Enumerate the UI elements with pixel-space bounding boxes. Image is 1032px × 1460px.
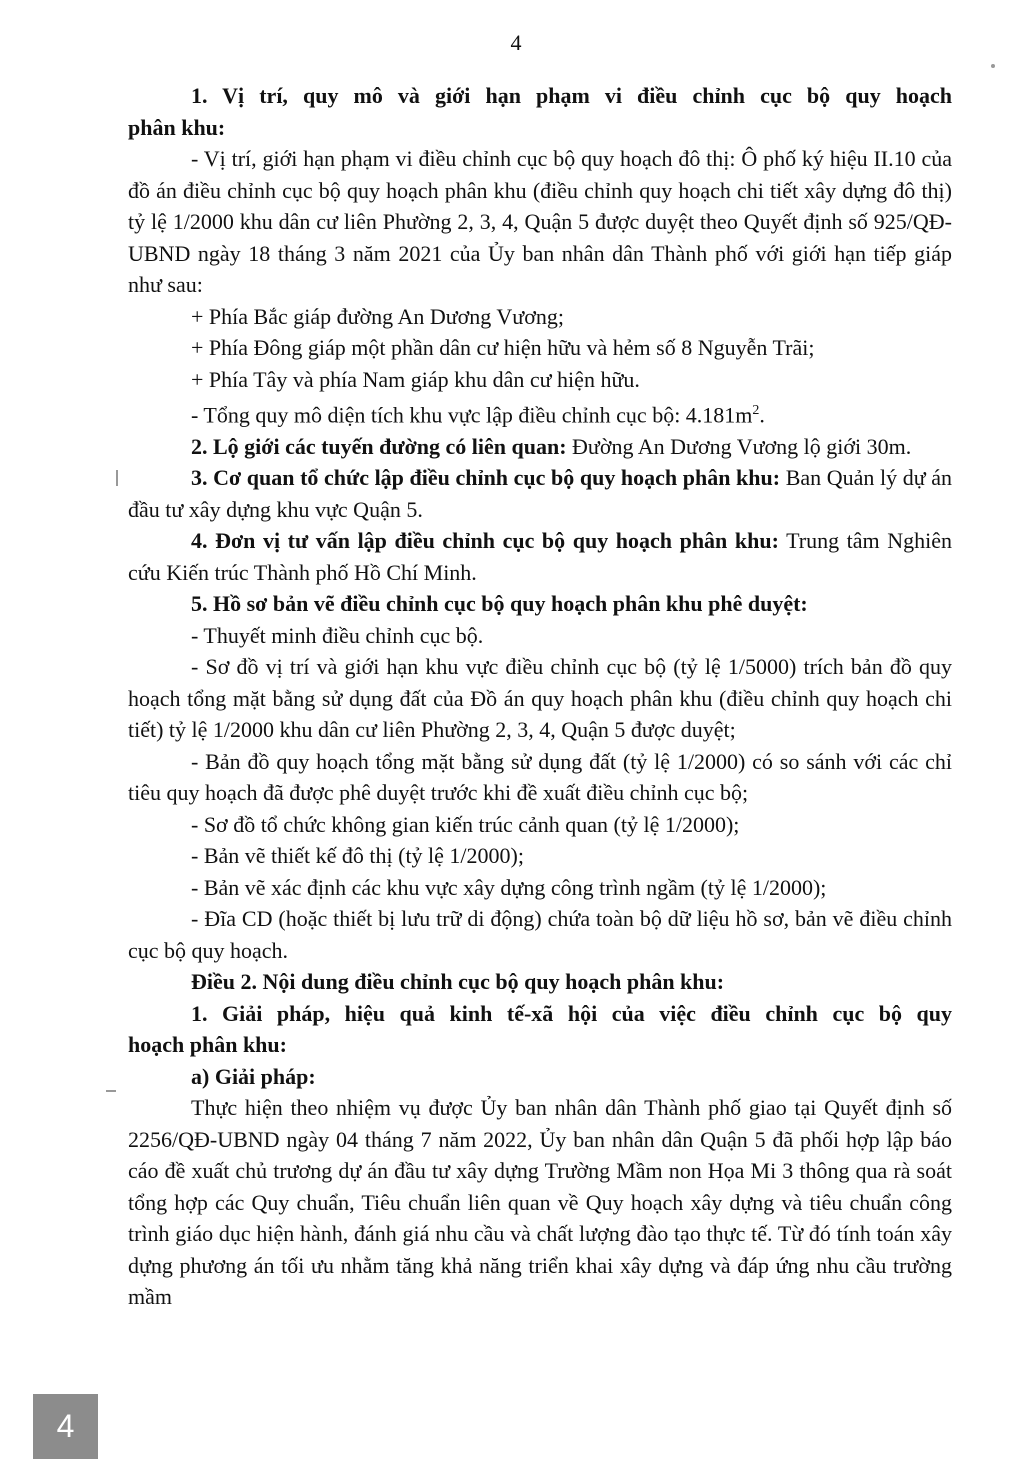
page-thumbnail-badge: 4 [33, 1394, 98, 1459]
dossier-item-6: - Bản vẽ xác định các khu vực xây dựng công trình ngầm (tỷ lệ 1/2000); [191, 874, 827, 900]
section-2-text: Đường An Dương Vương lộ giới 30m. [566, 433, 912, 459]
dossier-item-4: - Sơ đồ tổ chức không gian kiến trúc cảnh quan (tỷ lệ 1/2000); [191, 811, 740, 837]
dossier-item-3: - Bản đồ quy hoạch tổng mặt bằng sử dụng đất (tỷ lệ 1/2000) có so sánh với các chỉ tiêu quy hoạch đã được phê duyệt trước khi đề xuất điều chỉnh cục bộ; [128, 748, 952, 806]
page-number: 4 [510, 30, 522, 55]
section-3 [128, 462, 952, 525]
boundary-north: + Phía Bắc giáp đường An Dương Vương; [191, 303, 564, 329]
dossier-item-7: - Đĩa CD (hoặc thiết bị lưu trữ di động) chứa toàn bộ dữ liệu hồ sơ, bản vẽ điều chỉnh cục bộ quy hoạch. [128, 906, 952, 963]
section-3-text: Ban Quản lý dự án đầu tư xây dựng khu vực Quận 5. [128, 465, 952, 522]
dossier-item-5: - Bản vẽ thiết kế đô thị (tỷ lệ 1/2000); [191, 843, 524, 869]
section-4-heading: 4. Đơn vị tư vấn lập điều chỉnh cục bộ quy hoạch phân khu: [191, 528, 779, 554]
solution-paragraph: Thực hiện theo nhiệm vụ được Ủy ban nhân dân Thành phố giao tại Quyết định số 2256/QĐ-UBND ngày 04 tháng 7 năm 2022, Ủy ban nhân dân Quận 5 đã phối hợp lập báo cáo đề xuất chủ trương dự án đầu tư xây dựng Trường Mầm non Họa Mi 3 thông qua rà soát tổng hợp các Quy chuẩn, Tiêu chuẩn liên quan về Quy hoạch xây dựng và tiêu chuẩn công trình giáo dục hiện hành, đánh giá nhu cầu và chất lượng đào tạo thực tế. Từ đó tính toán xây dựng phương án tối ưu nhằm tăng khả năng triển khai xây dựng và đáp ứng nhu cầu trường mầm [128, 1095, 952, 1310]
section-1-heading-cont: phân khu: [128, 114, 226, 140]
section-1-location: - Vị trí, giới hạn phạm vi điều chỉnh cục bộ quy hoạch đô thị: Ô phố ký hiệu II.10 của đồ án điều chỉnh cục bộ quy hoạch phân khu (điều chỉnh quy hoạch chi tiết xây dựng đô thị) tỷ lệ 1/2000 khu dân cư liên Phường 2, 3, 4, Quận 5 được duyệt theo Quyết định số 925/QĐ-UBND ngày 18 tháng 3 năm 2021 của Ủy ban nhân dân Thành phố với giới hạn tiếp giáp như sau: [128, 146, 952, 297]
article-2-section-1-heading: 1. Giải pháp, hiệu quả kinh tế-xã hội của việc điều chỉnh cục bộ quy [191, 1000, 952, 1026]
article-2-heading: Điều 2. Nội dung điều chỉnh cục bộ quy hoạch phân khu: [191, 969, 725, 995]
boundary-west-south: + Phía Tây và phía Nam giáp khu dân cư hiện hữu. [191, 366, 640, 392]
boundary-east: + Phía Đông giáp một phần dân cư hiện hữu và hẻm số 8 Nguyễn Trãi; [191, 335, 815, 360]
scan-mark [116, 470, 118, 486]
scan-mark [106, 1090, 116, 1092]
section-2 [128, 431, 952, 463]
total-area-text: - Tổng quy mô diện tích khu vực lập điều chỉnh cục bộ: 4.181m [191, 402, 753, 428]
total-area-end: . [759, 402, 765, 428]
section-5-heading: 5. Hồ sơ bản vẽ điều chỉnh cục bộ quy hoạch phân khu phê duyệt: [191, 591, 808, 617]
total-area [128, 395, 952, 431]
area-unit-superscript: 2 [752, 403, 760, 418]
document-body [128, 80, 952, 1313]
section-4 [128, 525, 952, 588]
section-3-heading: 3. Cơ quan tổ chức lập điều chỉnh cục bộ quy hoạch phân khu: [191, 465, 781, 491]
article-2-section-1-heading-cont: hoạch phân khu: [128, 1032, 287, 1058]
dossier-item-2: - Sơ đồ vị trí và giới hạn khu vực điều chỉnh cục bộ (tỷ lệ 1/5000) trích bản đồ quy hoạch tổng mặt bằng sử dụng đất của Đồ án quy hoạch phân khu (điều chỉnh quy hoạch chi tiết) tỷ lệ 1/2000 khu dân cư liên Phường 2, 3, 4, Quận 5 được duyệt; [128, 654, 952, 743]
section-1-heading: 1. Vị trí, quy mô và giới hạn phạm vi điều chỉnh cục bộ quy hoạch [191, 83, 952, 108]
section-2-heading: 2. Lộ giới các tuyến đường có liên quan: [191, 433, 567, 459]
subsection-a-heading: a) Giải pháp: [191, 1063, 316, 1089]
scan-speck [991, 64, 995, 68]
dossier-item-1: - Thuyết minh điều chỉnh cục bộ. [191, 622, 484, 648]
section-4-text: Trung tâm Nghiên cứu Kiến trúc Thành phố Hồ Chí Minh. [128, 528, 952, 585]
